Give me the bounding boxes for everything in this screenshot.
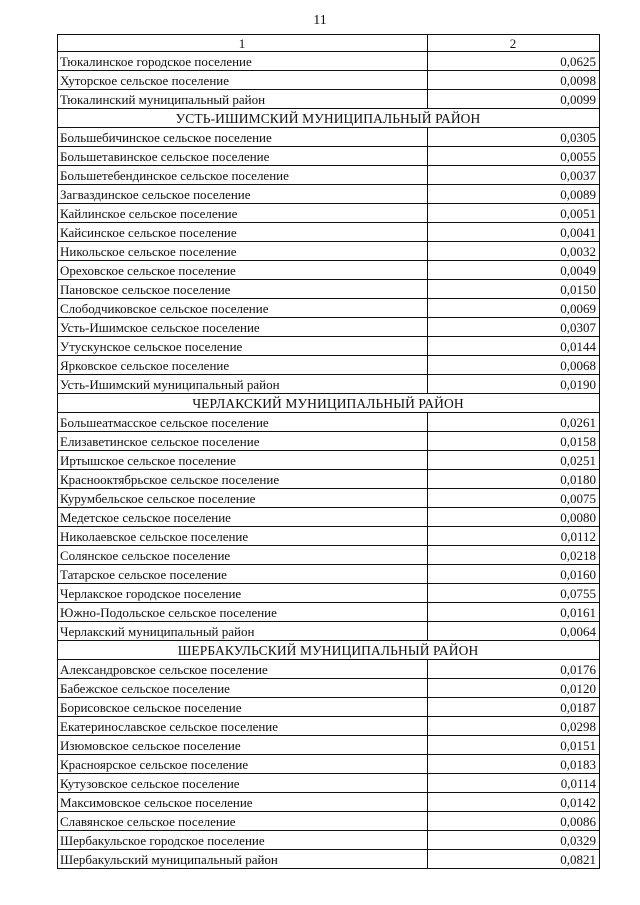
table-row [58, 717, 600, 736]
column-header-1: 1 [58, 35, 428, 52]
coefficient-value: 0,0298 [428, 717, 600, 736]
coefficient-value: 0,0307 [428, 318, 600, 337]
settlement-name: Черлакский муниципальный район [58, 622, 428, 641]
coefficient-value: 0,0158 [428, 432, 600, 451]
section-header-row [58, 641, 600, 660]
table-row [58, 147, 600, 166]
table-row [58, 223, 600, 242]
table-row [58, 622, 600, 641]
table-row [58, 204, 600, 223]
coefficient-value: 0,0144 [428, 337, 600, 356]
settlement-name: Татарское сельское поселение [58, 565, 428, 584]
table-header-row [58, 35, 600, 52]
table-row [58, 337, 600, 356]
coefficient-value: 0,0305 [428, 128, 600, 147]
table-row [58, 413, 600, 432]
table-row [58, 242, 600, 261]
table-row [58, 831, 600, 850]
coefficient-value: 0,0069 [428, 299, 600, 318]
settlement-name: Большеатмасское сельское поселение [58, 413, 428, 432]
settlement-name: Слободчиковское сельское поселение [58, 299, 428, 318]
table-row [58, 527, 600, 546]
coefficient-value: 0,0055 [428, 147, 600, 166]
settlement-name: Южно-Подольское сельское поселение [58, 603, 428, 622]
section-title: УСТЬ-ИШИМСКИЙ МУНИЦИПАЛЬНЫЙ РАЙОН [58, 109, 600, 128]
distribution-table [57, 34, 600, 869]
settlement-name: Загваздинское сельское поселение [58, 185, 428, 204]
settlement-name: Усть-Ишимское сельское поселение [58, 318, 428, 337]
settlement-name: Утускунское сельское поселение [58, 337, 428, 356]
table-row [58, 546, 600, 565]
table-row [58, 850, 600, 869]
table-row [58, 508, 600, 527]
coefficient-value: 0,0150 [428, 280, 600, 299]
coefficient-value: 0,0142 [428, 793, 600, 812]
settlement-name: Шербакульский муниципальный район [58, 850, 428, 869]
settlement-name: Шербакульское городское поселение [58, 831, 428, 850]
settlement-name: Александровское сельское поселение [58, 660, 428, 679]
table-row [58, 451, 600, 470]
coefficient-value: 0,0187 [428, 698, 600, 717]
coefficient-value: 0,0098 [428, 71, 600, 90]
settlement-name: Большетебендинское сельское поселение [58, 166, 428, 185]
table-row [58, 90, 600, 109]
coefficient-value: 0,0032 [428, 242, 600, 261]
coefficient-value: 0,0261 [428, 413, 600, 432]
settlement-name: Большебичинское сельское поселение [58, 128, 428, 147]
coefficient-value: 0,0041 [428, 223, 600, 242]
settlement-name: Солянское сельское поселение [58, 546, 428, 565]
table-body [58, 52, 600, 869]
settlement-name: Тюкалинское городское поселение [58, 52, 428, 71]
table-row [58, 660, 600, 679]
settlement-name: Медетское сельское поселение [58, 508, 428, 527]
table-row [58, 185, 600, 204]
section-header-row [58, 109, 600, 128]
table-row [58, 774, 600, 793]
settlement-name: Кутузовское сельское поселение [58, 774, 428, 793]
section-title: ШЕРБАКУЛЬСКИЙ МУНИЦИПАЛЬНЫЙ РАЙОН [58, 641, 600, 660]
table-row [58, 375, 600, 394]
settlement-name: Краснооктябрьское сельское поселение [58, 470, 428, 489]
settlement-name: Черлакское городское поселение [58, 584, 428, 603]
table-row [58, 736, 600, 755]
coefficient-value: 0,0625 [428, 52, 600, 71]
table-row [58, 318, 600, 337]
coefficient-value: 0,0075 [428, 489, 600, 508]
coefficient-value: 0,0112 [428, 527, 600, 546]
settlement-name: Тюкалинский муниципальный район [58, 90, 428, 109]
coefficient-value: 0,0049 [428, 261, 600, 280]
coefficient-value: 0,0114 [428, 774, 600, 793]
page-number: 11 [313, 13, 327, 28]
coefficient-value: 0,0190 [428, 375, 600, 394]
settlement-name: Екатеринославское сельское поселение [58, 717, 428, 736]
table-row [58, 356, 600, 375]
table-row [58, 793, 600, 812]
coefficient-value: 0,0089 [428, 185, 600, 204]
table-row [58, 432, 600, 451]
settlement-name: Иртышское сельское поселение [58, 451, 428, 470]
coefficient-value: 0,0329 [428, 831, 600, 850]
coefficient-value: 0,0176 [428, 660, 600, 679]
settlement-name: Ореховское сельское поселение [58, 261, 428, 280]
coefficient-value: 0,0755 [428, 584, 600, 603]
coefficient-value: 0,0099 [428, 90, 600, 109]
coefficient-value: 0,0160 [428, 565, 600, 584]
coefficient-value: 0,0037 [428, 166, 600, 185]
settlement-name: Изюмовское сельское поселение [58, 736, 428, 755]
table-row [58, 71, 600, 90]
coefficient-value: 0,0064 [428, 622, 600, 641]
settlement-name: Ярковское сельское поселение [58, 356, 428, 375]
coefficient-value: 0,0218 [428, 546, 600, 565]
settlement-name: Елизаветинское сельское поселение [58, 432, 428, 451]
settlement-name: Пановское сельское поселение [58, 280, 428, 299]
table-row [58, 679, 600, 698]
settlement-name: Борисовское сельское поселение [58, 698, 428, 717]
table-row [58, 470, 600, 489]
settlement-name: Кайлинское сельское поселение [58, 204, 428, 223]
table-row [58, 603, 600, 622]
settlement-name: Хуторское сельское поселение [58, 71, 428, 90]
coefficient-value: 0,0080 [428, 508, 600, 527]
table-row [58, 52, 600, 71]
settlement-name: Большетавинское сельское поселение [58, 147, 428, 166]
coefficient-value: 0,0183 [428, 755, 600, 774]
coefficient-value: 0,0151 [428, 736, 600, 755]
settlement-name: Максимовское сельское поселение [58, 793, 428, 812]
coefficient-value: 0,0086 [428, 812, 600, 831]
coefficient-value: 0,0251 [428, 451, 600, 470]
settlement-name: Красноярское сельское поселение [58, 755, 428, 774]
table-row [58, 280, 600, 299]
settlement-name: Бабежское сельское поселение [58, 679, 428, 698]
settlement-name: Никольское сельское поселение [58, 242, 428, 261]
table-row [58, 299, 600, 318]
section-title: ЧЕРЛАКСКИЙ МУНИЦИПАЛЬНЫЙ РАЙОН [58, 394, 600, 413]
table-row [58, 755, 600, 774]
table-row [58, 812, 600, 831]
settlement-name: Славянское сельское поселение [58, 812, 428, 831]
settlement-name: Усть-Ишимский муниципальный район [58, 375, 428, 394]
table-row [58, 166, 600, 185]
coefficient-value: 0,0821 [428, 850, 600, 869]
settlement-name: Николаевское сельское поселение [58, 527, 428, 546]
settlement-name: Курумбельское сельское поселение [58, 489, 428, 508]
table-row [58, 261, 600, 280]
table-row [58, 489, 600, 508]
table-row [58, 584, 600, 603]
column-header-2: 2 [428, 35, 600, 52]
coefficient-value: 0,0051 [428, 204, 600, 223]
coefficient-value: 0,0161 [428, 603, 600, 622]
coefficient-value: 0,0120 [428, 679, 600, 698]
section-header-row [58, 394, 600, 413]
table-row [58, 565, 600, 584]
table-row [58, 698, 600, 717]
coefficient-value: 0,0068 [428, 356, 600, 375]
settlement-name: Кайсинское сельское поселение [58, 223, 428, 242]
table-row [58, 128, 600, 147]
coefficient-value: 0,0180 [428, 470, 600, 489]
